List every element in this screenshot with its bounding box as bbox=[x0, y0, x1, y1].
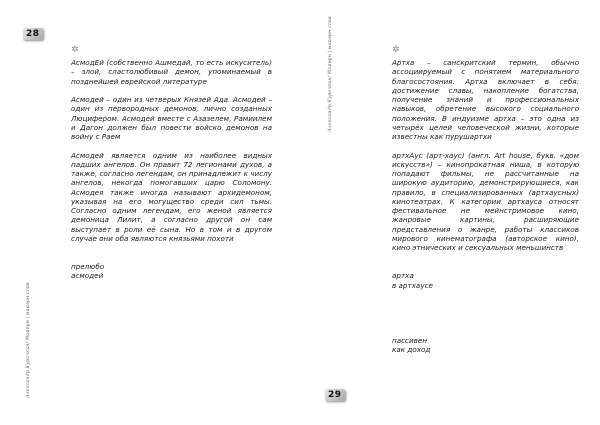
closing-line: асмодей bbox=[71, 271, 104, 281]
body-text bbox=[392, 58, 579, 354]
running-header-author: Александр Курочкин/ bbox=[26, 341, 31, 398]
running-header-vertical bbox=[328, 16, 333, 132]
page-number: 29 bbox=[325, 389, 345, 401]
flower-ornament-icon: ✲ bbox=[71, 45, 79, 55]
running-header-title: Модерн | модерн слов bbox=[328, 16, 333, 74]
paragraph: артхАус (арт-хаус) (англ. Art house, букв. «дом искусств») – кинопрокатная ниша, в которую попадают фильмы, не рассчитанные на широкую аудиторию, демонстрирующиеся, как правило, в специализированных (артхаусных) кинотеатрах. К категории артхауса относят фестивальное не мейнстримовое кино, жанровые картины, расширяющие представления о жанре, работы классиков мирового кинематографа (авторское кино), кино этнических и сексуальных меньшинств bbox=[392, 150, 579, 252]
closing-line: артха bbox=[392, 271, 414, 281]
running-header-author: Александр Курочкин/ bbox=[328, 75, 333, 132]
paragraph: Асмодей – один из четверых Князей Ада. Асмодей – один из первородных демонов, лично созданных Люцифером. Асмодей вместе с Азазелем, Рамиилем и Дагон должен был повести войско демонов на войну с Раем bbox=[71, 95, 272, 141]
page-number: 28 bbox=[23, 28, 43, 40]
closing-line: в артхаусе bbox=[392, 280, 433, 290]
closing-line: прелюбо bbox=[71, 262, 105, 271]
paragraph: АсмодЕй (собственно Ашмедай, то есть искуситель) – злой, сластолюбивый демон, упоминаемый в позднейшей еврейской литературе bbox=[71, 58, 272, 86]
paragraph: Асмодей является одним из наиболее видных падших ангелов. Он правит 72 легионами духов, а также, согласно легендам, он принадлежит к числу ангелов, некогда помогавших царю Соломону. Асмодея также иногда называют архидемоном, указывая на его могущество среди сил тьмы. Согласно одним легендам, его женой является демоница Лилит, а согласно другой он сам выступает в роли её сына. Но в том и в другом случае они оба являются князьями похоти bbox=[71, 150, 272, 243]
closing-couplet bbox=[392, 336, 579, 355]
closing-couplet bbox=[71, 262, 272, 281]
closing-couplet bbox=[392, 271, 579, 290]
closing-line: пассивен bbox=[392, 335, 428, 345]
running-header-title: Модерн | модерн слов bbox=[26, 282, 31, 340]
running-header-vertical bbox=[26, 282, 31, 398]
body-text bbox=[71, 58, 272, 281]
paragraph: Артха – санскритский термин, обычно ассоциируемый с понятием материального благосостояния. Артха включает в себя: достижение славы, накопление богатства, получение знаний и профессиональных навыков, обретение высокого социального положения. В индуизме артха – это одна из четырёх целей человеческой жизни, которые известны как пурушартхи bbox=[392, 58, 579, 141]
closing-line: как доход bbox=[392, 345, 431, 354]
right-page bbox=[300, 0, 600, 425]
flower-ornament-icon: ✲ bbox=[392, 45, 400, 55]
